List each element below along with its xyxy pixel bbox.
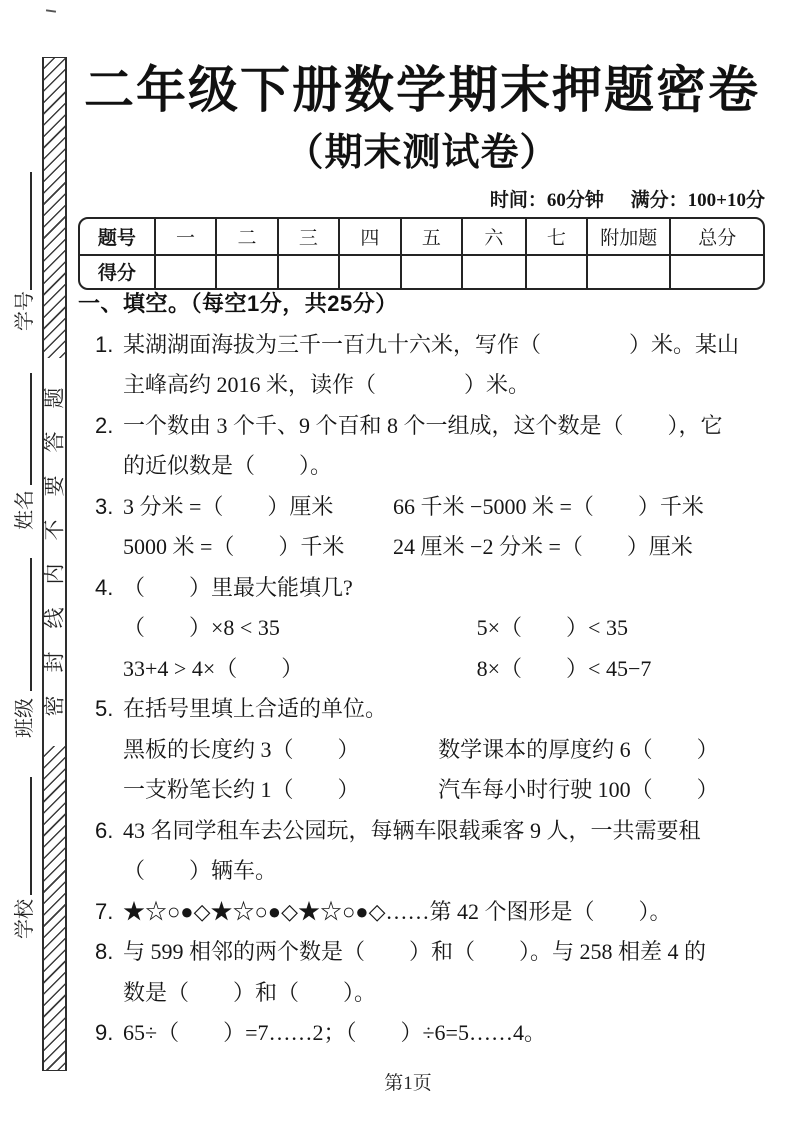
question-item: 一支粉笔长约 1（ ） (123, 777, 360, 802)
question-item: 数学课本的厚度约 6（ ） (438, 736, 719, 762)
question-line: （ ）辆车。 (123, 858, 278, 883)
school-label: 学校 (14, 899, 36, 939)
time-info: 时间：60分钟 (489, 190, 604, 211)
student-id-blank-line (30, 172, 32, 290)
question-line (123, 730, 766, 771)
question-item: （ ）×8 < 35 (123, 615, 280, 640)
question-item: 24 厘米 −2 分米 =（ ）厘米 (393, 534, 693, 559)
score-cell-empty (669, 254, 763, 289)
seal-strip (42, 57, 67, 1071)
question-6 (78, 811, 766, 892)
score-table (78, 217, 765, 290)
question-line: 在括号里填上合适的单位。 (123, 696, 388, 721)
question-line: 一个数由 3 个千、9 个百和 8 个一组成，这个数是（ ），它 (123, 412, 723, 438)
question-number: 5. (95, 696, 114, 721)
question-number: 9. (95, 1020, 114, 1045)
question-line: 数是（ ）和（ ）。 (123, 979, 377, 1005)
score-table-header-cell: 总分 (669, 219, 763, 254)
question-line: 43 名同学租车去公园玩，每辆车限载乘客 9 人，一共需要租 (123, 817, 701, 843)
class-label: 班级 (14, 698, 36, 738)
seal-text-zone (44, 358, 65, 746)
question-line (123, 487, 766, 528)
question-item: 8×（ ）< 45−7 (476, 655, 652, 681)
score-table-header-cell: 一 (154, 219, 215, 254)
question-line (123, 770, 766, 811)
question-number: 4. (95, 574, 114, 600)
question-item: 黑板的长度约 3（ ） (123, 736, 360, 762)
question-line (123, 527, 766, 568)
question-line: （ ）里最大能填几? (123, 574, 353, 600)
question-line: 与 599 相邻的两个数是（ ）和（ ）。与 258 相差 4 的 (123, 939, 707, 964)
question-line (123, 649, 766, 690)
section-one-heading: 一、填空。（每空1分，共25分） (78, 291, 398, 316)
score-table-header-cell: 三 (277, 219, 338, 254)
question-line: ★☆○●◇★☆○●◇★☆○●◇……第 42 个图形是（ ）。 (123, 898, 672, 924)
question-number: 6. (95, 817, 114, 843)
question-line (123, 608, 766, 649)
score-cell-empty (461, 254, 525, 289)
question-item: 汽车每小时行驶 100（ ） (438, 777, 719, 802)
question-line: 某湖湖面海拔为三千一百九十六米，写作（ ）米。某山 (123, 331, 740, 357)
score-table-header-cell: 七 (525, 219, 586, 254)
question-item: 33+4 > 4×（ ） (123, 655, 304, 681)
score-cell-empty (525, 254, 586, 289)
question-1 (78, 325, 766, 406)
seal-text: 密封线内不要答题 (42, 364, 66, 717)
question-3 (78, 487, 766, 568)
question-line: 主峰高约 2016 米，读作（ ）米。 (123, 372, 531, 397)
score-row-label: 得分 (80, 254, 154, 289)
question-8 (78, 932, 766, 1013)
score-table-header-cell: 六 (461, 219, 525, 254)
student-name-blank-line (30, 373, 32, 485)
score-cell-empty (400, 254, 461, 289)
student-id-label: 学号 (14, 291, 36, 331)
scan-artifact-dash (46, 9, 56, 12)
full-score-info: 满分：100+10分 (630, 190, 765, 211)
score-cell-empty (586, 254, 669, 289)
exam-meta (78, 185, 765, 212)
score-table-header-cell: 四 (338, 219, 399, 254)
score-cell-empty (154, 254, 215, 289)
question-number: 3. (95, 493, 114, 519)
question-number: 2. (95, 412, 114, 438)
seal-hatch-bottom (44, 746, 65, 1070)
question-4 (78, 568, 766, 690)
question-9 (78, 1013, 766, 1054)
question-line: 的近似数是（ ）。 (123, 453, 333, 478)
score-table-header-cell: 题号 (97, 227, 136, 249)
question-item: 5000 米 =（ ）千米 (123, 534, 345, 559)
question-number: 8. (95, 939, 114, 964)
question-5 (78, 689, 766, 811)
score-cell-empty (277, 254, 338, 289)
question-item: 66 千米 −5000 米 =（ ）千米 (393, 493, 704, 519)
question-item: 3 分米 =（ ）厘米 (123, 493, 334, 519)
page-footer: 第1页 (384, 1073, 432, 1094)
question-2 (78, 406, 766, 487)
score-cell-empty (338, 254, 399, 289)
score-table-header-cell: 五 (400, 219, 461, 254)
question-number: 7. (95, 898, 114, 924)
question-line: 65÷（ ）=7……2；（ ）÷6=5……4。 (123, 1020, 546, 1045)
score-cell-empty (215, 254, 276, 289)
paper-title: 二年级下册数学期末押题密卷 (84, 62, 760, 118)
question-number: 1. (95, 331, 114, 357)
score-table-header-cell: 二 (215, 219, 276, 254)
question-item: 5×（ ）< 35 (476, 615, 628, 640)
student-name-label: 姓名 (14, 490, 36, 530)
main-content (78, 284, 766, 1054)
seal-hatch-top (44, 58, 65, 358)
score-table-header-cell: 附加题 (586, 219, 669, 254)
question-7 (78, 892, 766, 933)
school-blank-line (30, 777, 32, 895)
class-blank-line (30, 558, 32, 691)
paper-subtitle: （期末测试卷） (285, 132, 559, 174)
